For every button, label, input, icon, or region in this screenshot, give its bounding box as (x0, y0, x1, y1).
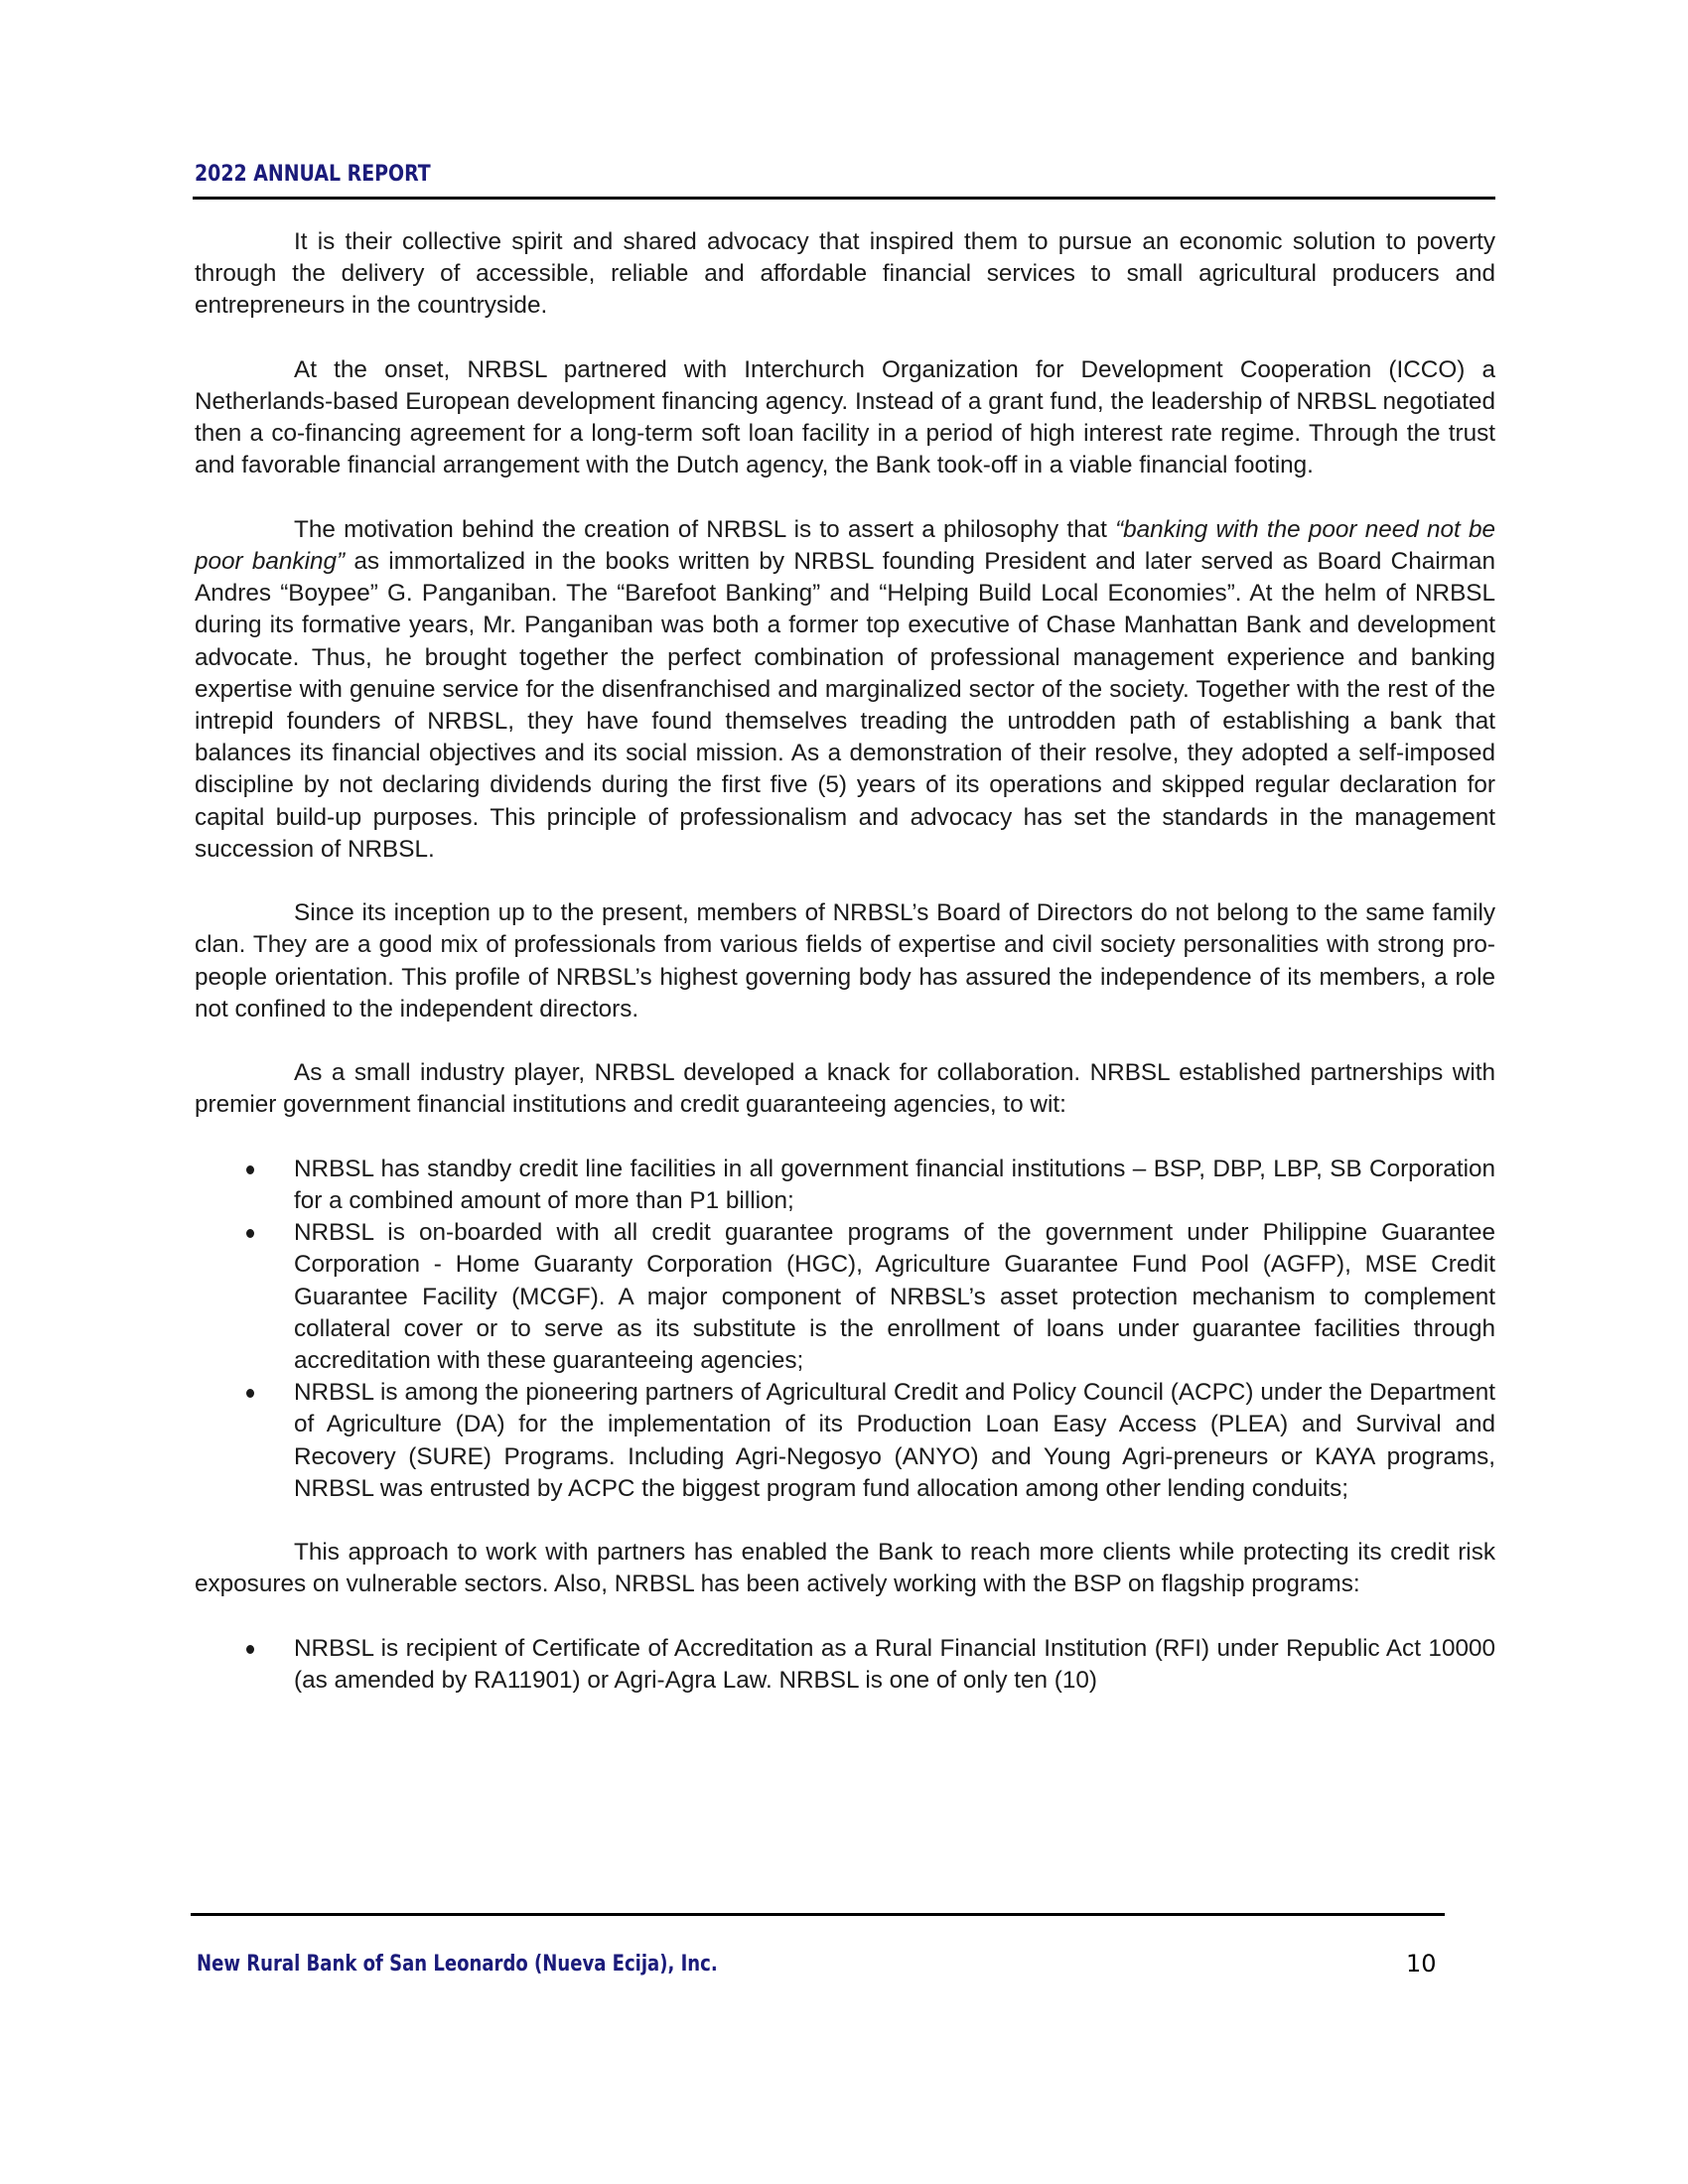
paragraph-motivation (195, 514, 1495, 866)
paragraph-approach: This approach to work with partners has enabled the Bank to reach more clients while protecting its credit risk exposures on vulnerable sectors. Also, NRBSL has been actively working with the BSP on flagship programs: (195, 1539, 1495, 1598)
bullet-text: NRBSL is among the pioneering partners of Agricultural Credit and Policy Council (ACPC) under the Department of Agriculture (DA) for the implementation of its Production Loan Easy Access (PLEA) and Survival and Recovery (SURE) Programs. Including Agri-Negosyo (ANYO) and Young Agri-preneurs or KAYA programs, NRBSL was entrusted by ACPC the biggest program fund allocation among other lending conduits; (294, 1379, 1495, 1502)
bsp-bullet-list (195, 1633, 1495, 1697)
page-number: 10 (1406, 1950, 1437, 1978)
paragraph-icco-partnership: At the onset, NRBSL partnered with Interchurch Organization for Development Cooperation (ICCO) a Netherlands-based European development financing agency. Instead of a grant fund, the leadership of NRBSL negotiated then a co-financing agreement for a long-term soft loan facility in a period of high interest rate regime. Through the trust and favorable financial arrangement with the Dutch agency, the Bank took-off in a viable financial footing. (195, 355, 1495, 479)
bullet-icon (246, 1645, 254, 1654)
list-item (195, 1154, 1495, 1217)
partner-bullet-list (195, 1154, 1495, 1505)
bullet-text: NRBSL has standby credit line facilities in all government financial institutions – BSP, DBP, LBP, SB Corporation for a combined amount of more than P1 billion; (294, 1155, 1495, 1215)
footer-divider (191, 1913, 1445, 1916)
list-item (195, 1377, 1495, 1505)
bullet-text: NRBSL is recipient of Certificate of Accreditation as a Rural Financial Institution (RFI) under Republic Act 10000 (as amended by RA11901) or Agri-Agra Law. NRBSL is one of only ten (10) (294, 1634, 1495, 1695)
paragraph-collaboration: As a small industry player, NRBSL developed a knack for collaboration. NRBSL established partnerships with premier government financial institutions and credit guaranteeing agencies, to wit: (195, 1059, 1495, 1119)
report-header-title: 2022 ANNUAL REPORT (195, 162, 431, 187)
motivation-rest: as immortalized in the books written by NRBSL founding President and later served as Board Chairman Andres “Boypee” G. Panganiban. The “Barefoot Banking” and “Helping Build Local Economies”. At the helm of NRBSL during its formative years, Mr. Panganiban was both a former top executive of Chase Manhattan Bank and development advocate. Thus, he brought together the perfect combination of professional management experience and banking expertise with genuine service for the disenfranchised and marginalized sector of the society. Together with the rest of the intrepid founders of NRBSL, they have found themselves treading the untrodden path of establishing a bank that balances its financial objectives and its social mission. As a demonstration of their resolve, they adopted a self-imposed discipline by not declaring dividends during the first five (5) years of its operations and skipped regular declaration for capital build-up purposes. This principle of professionalism and advocacy has set the standards in the management succession of NRBSL. (195, 548, 1495, 863)
page-body (195, 226, 1495, 1697)
list-item (195, 1217, 1495, 1377)
motivation-quote: “banking with the poor need not be poor banking” (195, 515, 1495, 575)
bullet-icon (246, 1229, 254, 1238)
footer-organization-name: New Rural Bank of San Leonardo (Nueva Ecija), Inc. (197, 1952, 718, 1977)
list-item (195, 1633, 1495, 1697)
motivation-lead: The motivation behind the creation of NRBSL is to assert a philosophy that (294, 515, 1116, 543)
header-divider (193, 197, 1495, 200)
paragraph-collective-spirit: It is their collective spirit and shared advocacy that inspired them to pursue an economic solution to poverty through the delivery of accessible, reliable and affordable financial services to small agricultural producers and entrepreneurs in the countryside. (195, 228, 1495, 320)
bullet-icon (246, 1165, 254, 1174)
bullet-text: NRBSL is on-boarded with all credit guarantee programs of the government under Philippine Guarantee Corporation - Home Guaranty Corporation (HGC), Agriculture Guarantee Fund Pool (AGFP), MSE Credit Guarantee Facility (MCGF). A major component of NRBSL’s asset protection mechanism to complement collateral cover or to serve as its substitute is the enrollment of loans under guarantee facilities through accreditation with these guaranteeing agencies; (294, 1219, 1495, 1375)
paragraph-board-directors: Since its inception up to the present, members of NRBSL’s Board of Directors do not belong to the same family clan. They are a good mix of professionals from various fields of expertise and civil society personalities with strong pro-people orientation. This profile of NRBSL’s highest governing body has assured the independence of its members, a role not confined to the independent directors. (195, 899, 1495, 1023)
bullet-icon (246, 1389, 254, 1398)
